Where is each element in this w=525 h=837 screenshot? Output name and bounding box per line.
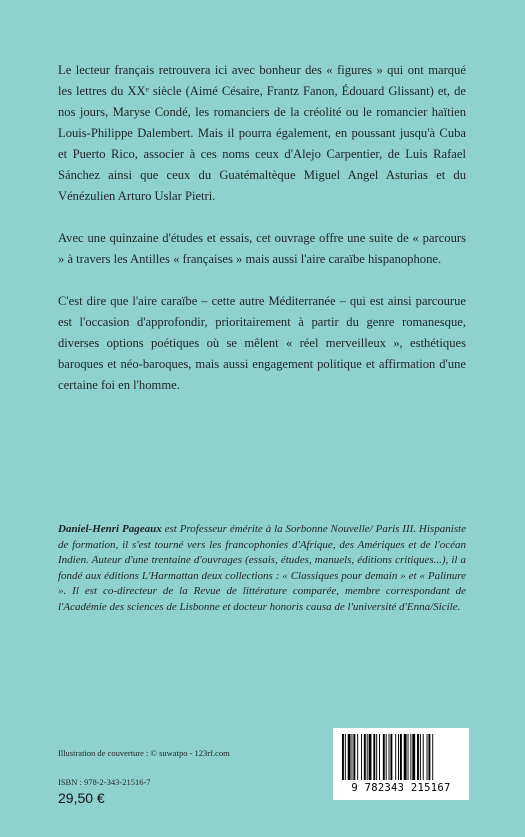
barcode-bar: [427, 734, 428, 780]
author-bio-text: est Professeur émérite à la Sorbonne Nouvelle/ Paris III. Hispaniste de formation, il s'est tourné vers les francophonies d'Afrique, des Amériques et de l'océan Indien. Auteur d'une trentaine d'ouvrages (essais, études, manuels, éditions critiques...), il a fondé aux éditions L'Harmattan deux collections : « Classiques pour demain » et « Palinure ». Il est co-directeur de la Revue de littérature comparée, membre correspondant de l'Académie des sciences de Lisbonne et docteur honoris causa de l'université d'Enna/Sicile.: [58, 523, 466, 613]
barcode-bar: [361, 734, 362, 780]
barcode-bar: [369, 734, 372, 780]
author-bio-paragraph: [58, 522, 466, 616]
barcode-bar: [389, 734, 390, 780]
barcode-bar: [342, 734, 344, 780]
barcode-digits: 9 782343 215167: [351, 782, 451, 794]
author-name: Daniel-Henri Pageaux: [58, 523, 162, 535]
barcode-bar: [364, 734, 366, 780]
barcode-bar: [400, 734, 402, 780]
barcode-bar: [410, 734, 411, 780]
price: 29,50 €: [58, 790, 105, 806]
barcode-bar: [352, 734, 353, 780]
barcode-bar: [367, 734, 368, 780]
barcode-bar: [412, 734, 415, 780]
barcode-bar: [420, 734, 421, 780]
blurb: [58, 60, 466, 417]
barcode-bar: [432, 734, 433, 780]
barcode-bar: [383, 734, 385, 780]
barcode-bar: [376, 734, 377, 780]
blurb-paragraph-1: Le lecteur français retrouvera ici avec bonheur des « figures » qui ont marqué les lettres du XXᵉ siècle (Aimé Césaire, Frantz Fanon, Édouard Glissant) et, de nos jours, Maryse Condé, les romanciers de la créolité ou le romancier haïtien Louis-Philippe Dalembert. Mais il pourra également, en poussant jusqu'à Cuba et Puerto Rico, associer à ces noms ceux d'Alejo Carpentier, de Luis Rafael Sánchez ainsi que ceux du Guatémaltèque Miguel Angel Asturias et du Vénézulien Arturo Uslar Pietri.: [58, 63, 466, 203]
blurb-paragraph-3: C'est dire que l'aire caraïbe – cette autre Méditerranée – qui est ainsi parcourue est l'occasion d'approfondir, prioritairement à partir du genre romanesque, diverses options poétiques où se mêlent « réel merveilleux », esthétiques baroques et néo-baroques, mais aussi engagement politique et affirmation d'une certaine foi en l'homme.: [58, 294, 466, 392]
barcode-bar: [379, 734, 380, 780]
barcode-bar: [390, 734, 392, 780]
author-bio: [58, 522, 466, 616]
barcode-bar: [398, 734, 399, 780]
barcode-bar: [423, 734, 424, 780]
isbn: ISBN : 978-2-343-21516-7: [58, 777, 151, 787]
barcode-bar: [428, 734, 430, 780]
barcode-bar: [357, 734, 358, 780]
barcode-bar: [408, 734, 409, 780]
blurb-paragraph-2: Avec une quinzaine d'études et essais, cet ouvrage offre une suite de « parcours » à travers les Antilles « françaises » mais aussi l'aire caraïbe hispanophone.: [58, 231, 466, 266]
barcode-bar: [395, 734, 396, 780]
barcode-bar: [417, 734, 419, 780]
barcode-bar: [404, 734, 407, 780]
barcode-bar: [345, 734, 346, 780]
illustration-credit: Illustration de couverture : © suwatpo - 123rf.com: [58, 748, 230, 758]
barcode-bar: [386, 734, 387, 780]
barcode-bars: [341, 734, 461, 782]
barcode-bar: [348, 734, 351, 780]
barcode-bar: [373, 734, 375, 780]
barcode-bar: [353, 734, 355, 780]
barcode: [333, 728, 469, 800]
